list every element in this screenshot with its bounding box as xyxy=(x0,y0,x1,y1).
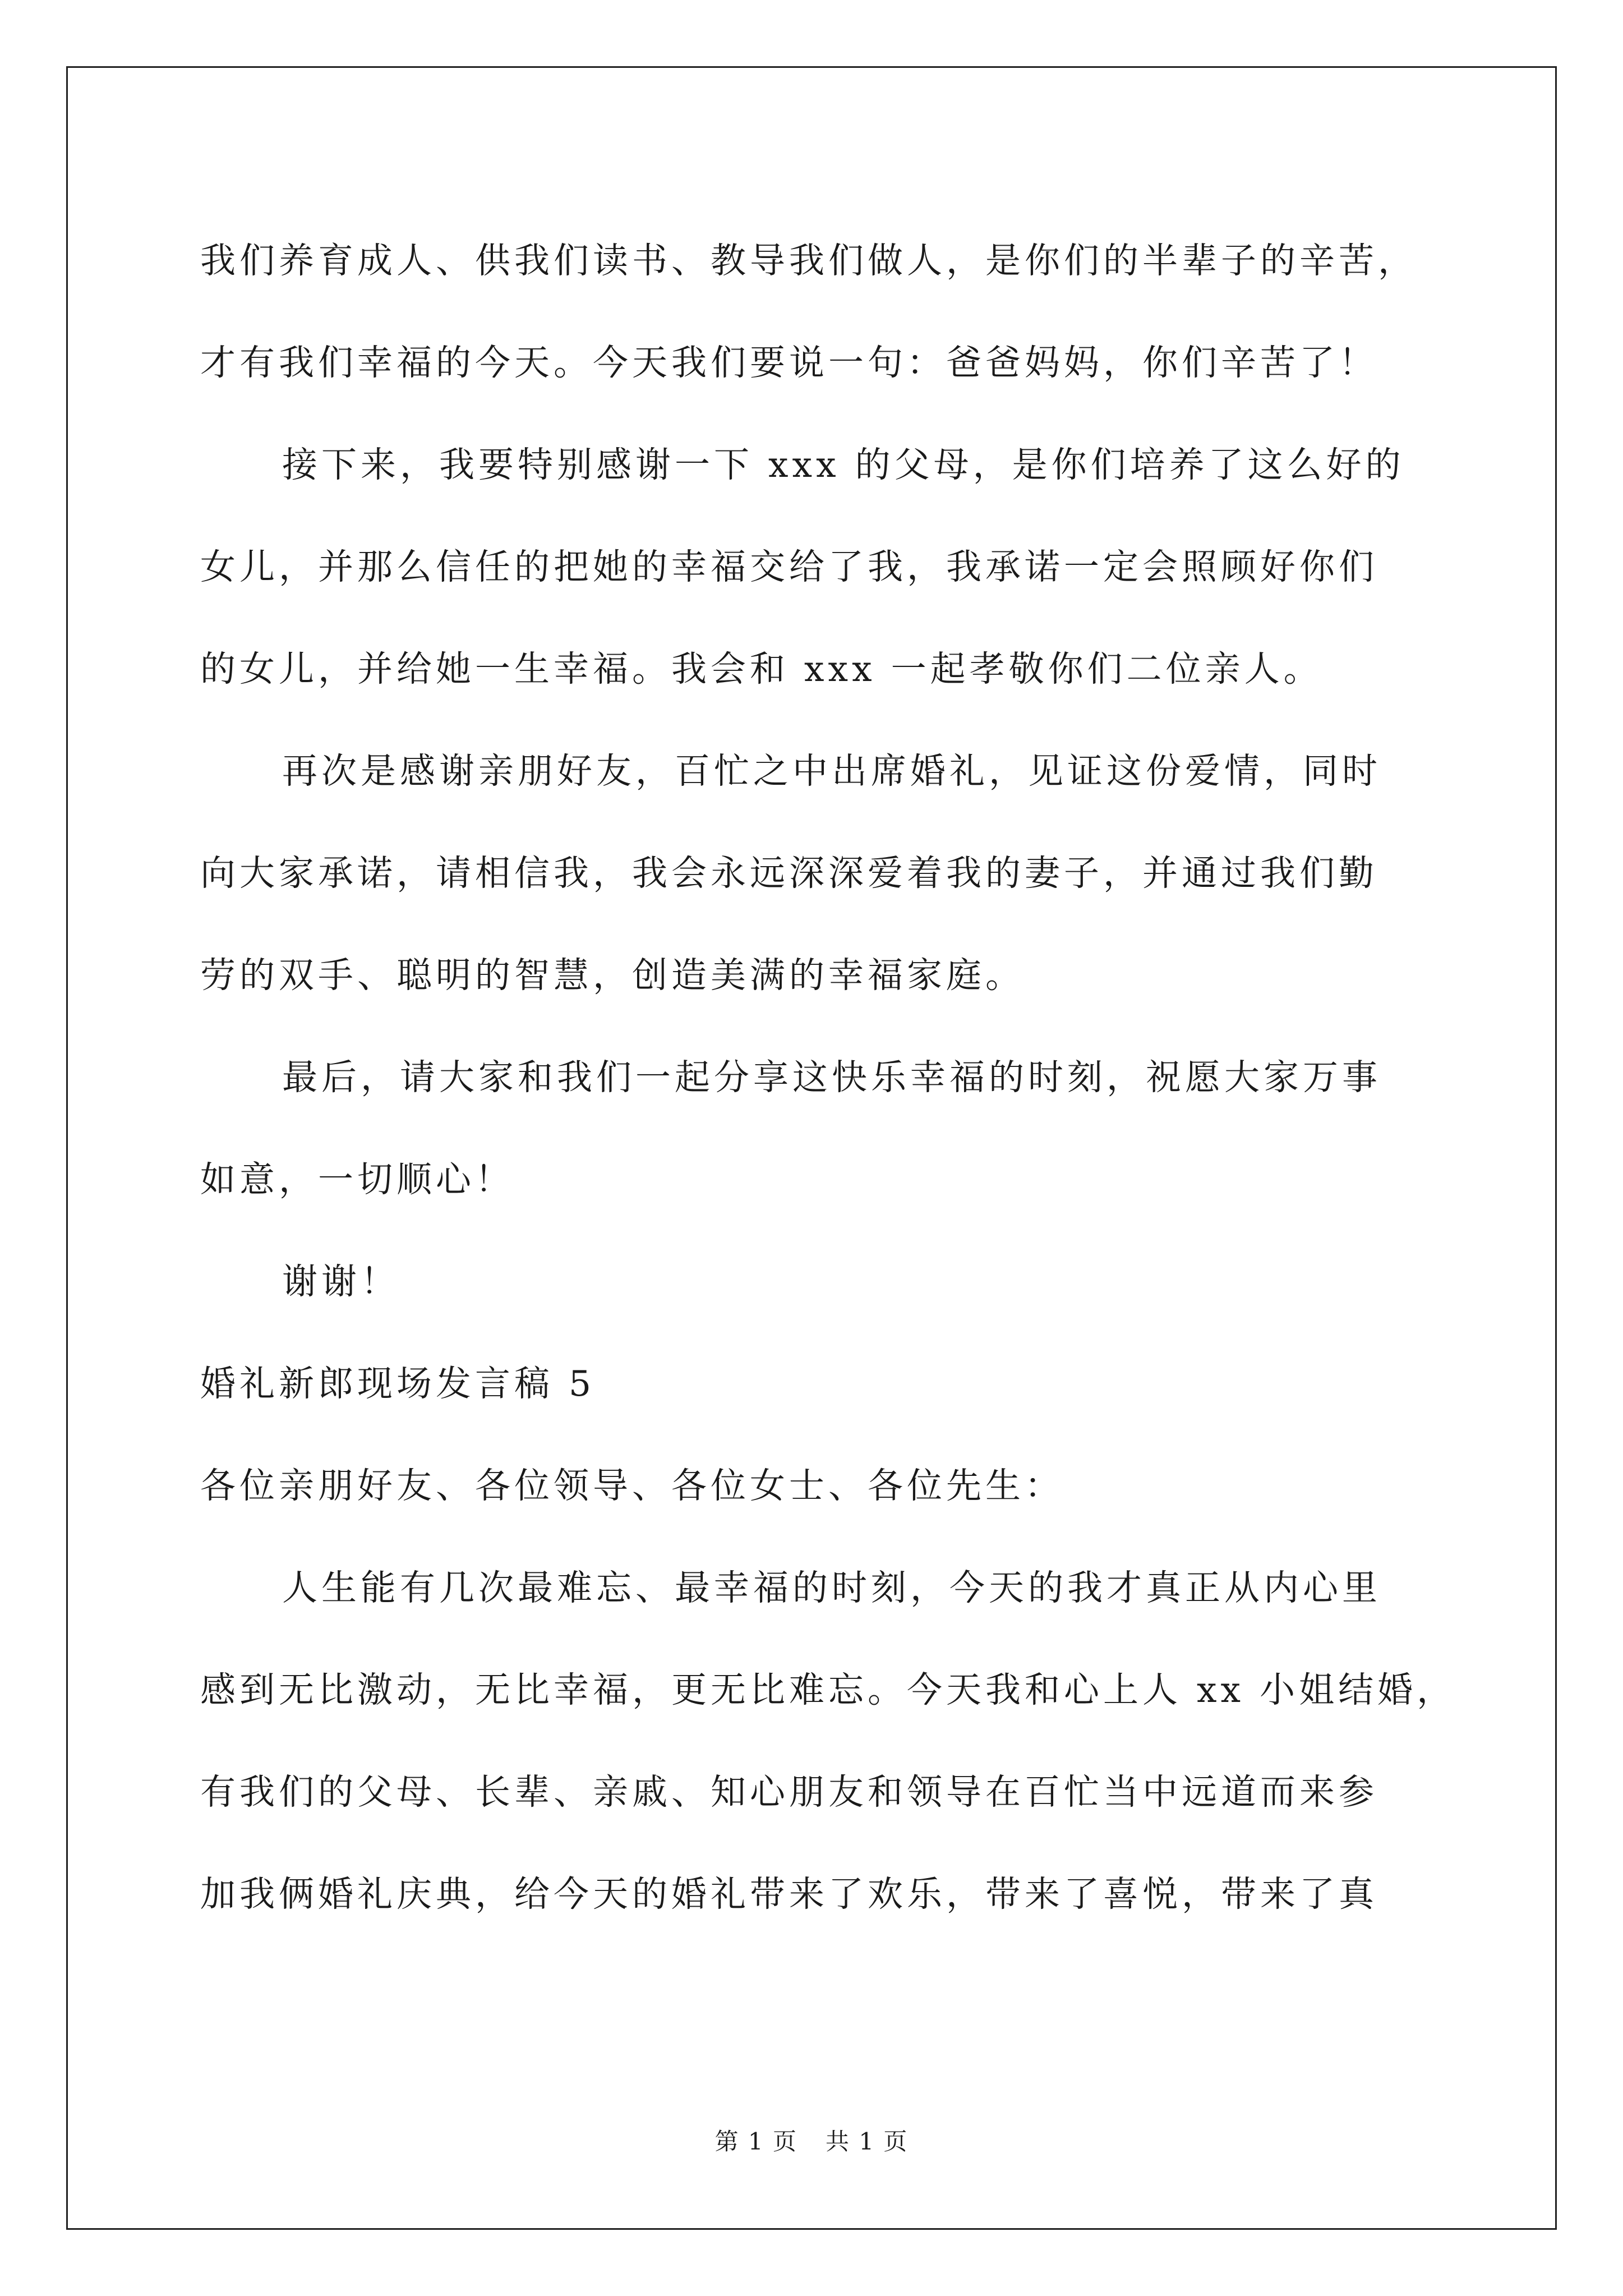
text-line: 人生能有几次最难忘、最幸福的时刻，今天的我才真正从内心里 xyxy=(282,1567,1381,1608)
text-line: 向大家承诺，请相信我，我会永远深深爱着我的妻子，并通过我们勤 xyxy=(200,853,1378,894)
section-heading: 婚礼新郎现场发言稿 5 xyxy=(200,1363,596,1404)
text-line: 劳的双手、聪明的智慧，创造美满的幸福家庭。 xyxy=(200,955,1025,996)
text-line: 我们养育成人、供我们读书、教导我们做人，是你们的半辈子的辛苦， xyxy=(200,240,1417,281)
text-line: 才有我们幸福的今天。今天我们要说一句：爸爸妈妈，你们辛苦了！ xyxy=(200,342,1378,383)
text-line: 感到无比激动，无比幸福，更无比难忘。今天我和心上人 xx 小姐结婚， xyxy=(200,1669,1456,1710)
text-line: 如意，一切顺心！ xyxy=(200,1159,514,1200)
text-line: 有我们的父母、长辈、亲戚、知心朋友和领导在百忙当中远道而来参 xyxy=(200,1772,1378,1812)
text-line: 再次是感谢亲朋好友，百忙之中出席婚礼，见证这份爱情，同时 xyxy=(282,751,1381,792)
page-footer xyxy=(0,2125,1623,2159)
text-line: 接下来，我要特别感谢一下 xxx 的父母，是你们培养了这么好的 xyxy=(282,444,1405,485)
text-line: 加我俩婚礼庆典，给今天的婚礼带来了欢乐，带来了喜悦，带来了真 xyxy=(200,1874,1378,1915)
page-number: 第 1 页 xyxy=(714,2128,797,2155)
page-count: 共 1 页 xyxy=(826,2128,909,2155)
text-line: 女儿，并那么信任的把她的幸福交给了我，我承诺一定会照顾好你们 xyxy=(200,546,1378,587)
salutation: 各位亲朋好友、各位领导、各位女士、各位先生： xyxy=(200,1465,1064,1506)
text-line: 谢谢！ xyxy=(282,1261,400,1302)
text-line: 最后，请大家和我们一起分享这快乐幸福的时刻，祝愿大家万事 xyxy=(282,1057,1381,1098)
document-body xyxy=(200,210,1456,1945)
text-line: 的女儿，并给她一生幸福。我会和 xxx 一起孝敬你们二位亲人。 xyxy=(200,648,1323,689)
